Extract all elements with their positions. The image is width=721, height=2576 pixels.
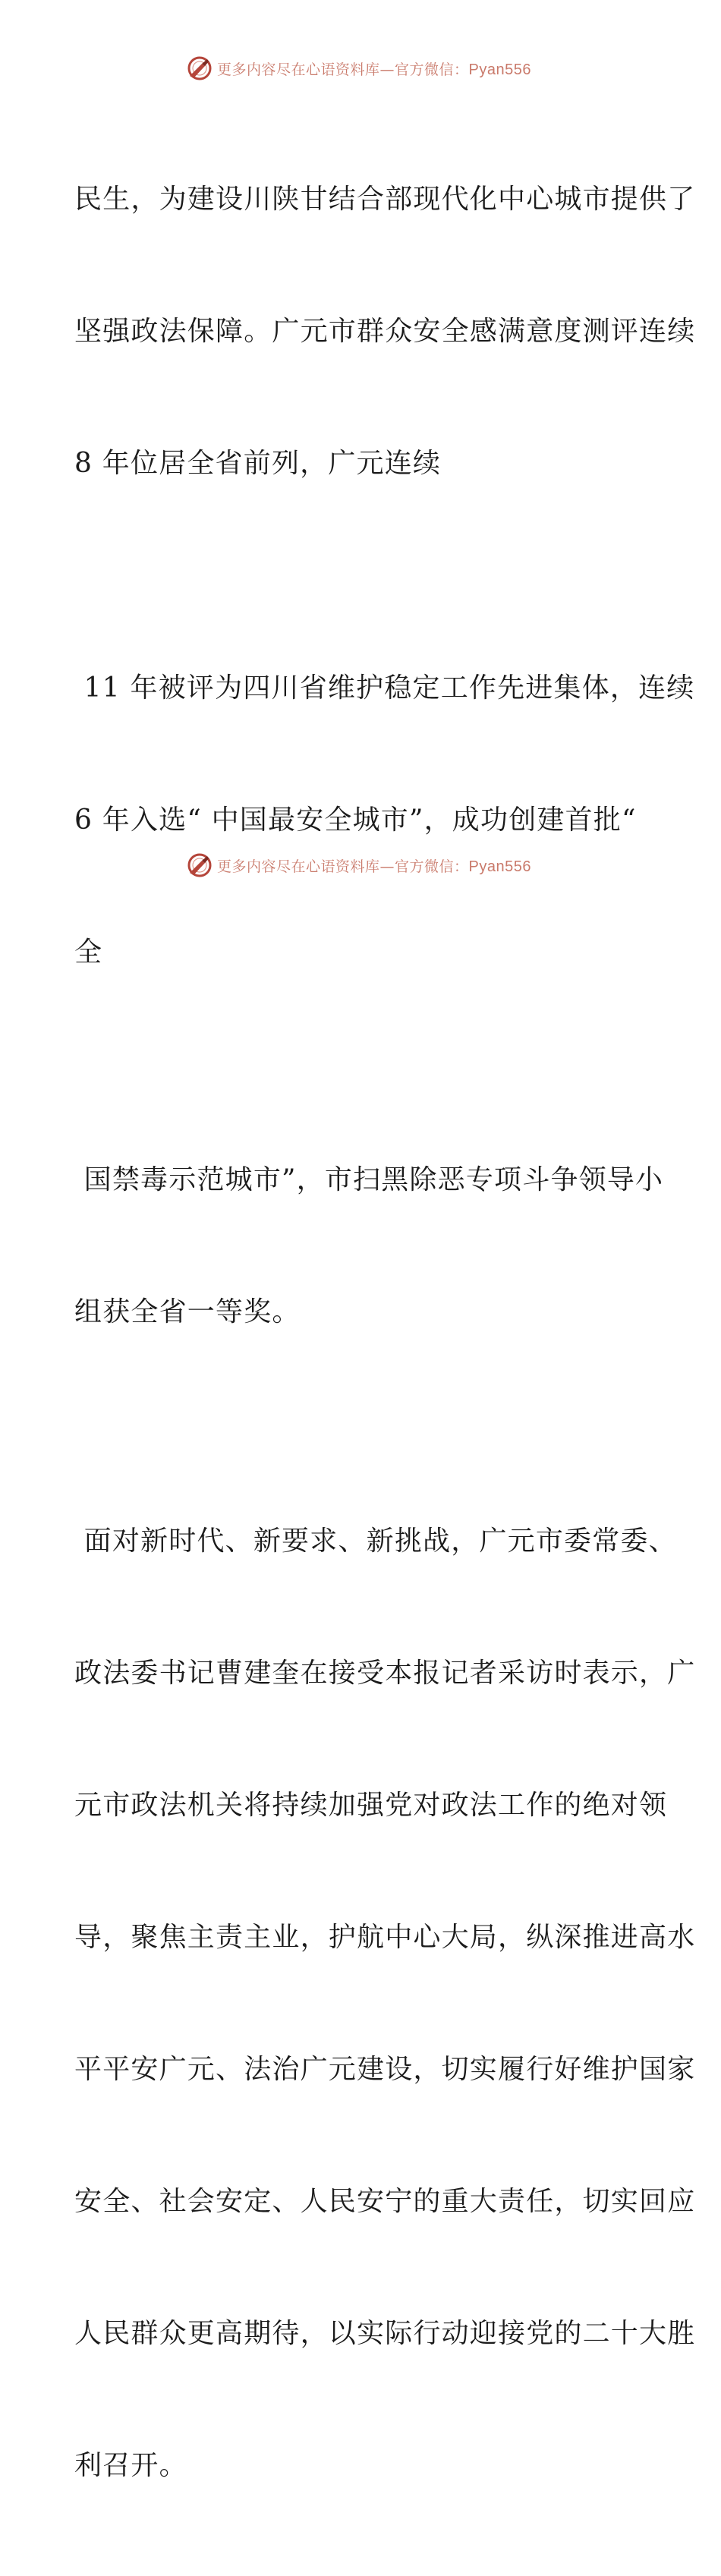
paragraph-2 bbox=[74, 578, 695, 1063]
watermark-text bbox=[217, 58, 531, 79]
text-line: 组获全省一等奖。 bbox=[74, 1296, 301, 1327]
paragraph-3 bbox=[74, 1070, 664, 1422]
text-line: 全 bbox=[74, 937, 103, 968]
text-line: 国禁毒示范城市”，市扫黑除恶专项斗争领导小 bbox=[74, 1164, 664, 1195]
watermark-text bbox=[217, 855, 531, 876]
watermark-label: 更多内容尽在心语资料库—官方微信： bbox=[217, 61, 469, 78]
text-line: 民生，为建设川陕甘结合部现代化中心城市提供了 bbox=[74, 184, 696, 215]
quill-seal-icon bbox=[187, 55, 213, 81]
text-line: 安全、社会安定、人民安宁的重大责任，切实回应 bbox=[74, 2186, 696, 2217]
header-watermark bbox=[187, 55, 531, 81]
document-body bbox=[74, 90, 696, 2576]
watermark-handle: Pyan556 bbox=[468, 61, 531, 78]
text-line: 平平安广元、法治广元建设，切实履行好维护国家 bbox=[74, 2054, 696, 2085]
text-line: 面对新时代、新要求、新挑战，广元市委常委、 bbox=[74, 1526, 677, 1557]
text-line: 元市政法机关将持续加强党对政法工作的绝对领 bbox=[74, 1790, 668, 1821]
quill-seal-icon bbox=[187, 852, 213, 878]
footer-watermark-banner bbox=[0, 850, 721, 880]
watermark-label: 更多内容尽在心语资料库—官方微信： bbox=[217, 858, 469, 875]
text-line: 导，聚焦主责主业，护航中心大局，纵深推进高水 bbox=[74, 1922, 696, 1953]
text-line: 坚强政法保障。广元市群众安全感满意度测评连续 bbox=[74, 316, 696, 347]
footer-watermark bbox=[187, 852, 531, 878]
text-line: 人民群众更高期待，以实际行动迎接党的二十大胜 bbox=[74, 2318, 696, 2349]
text-line: 8 年位居全省前列，广元连续 bbox=[74, 448, 442, 479]
paragraph-4 bbox=[74, 1431, 696, 2576]
text-line: 利召开。 bbox=[74, 2450, 187, 2481]
watermark-handle: Pyan556 bbox=[468, 858, 531, 875]
text-line: 政法委书记曹建奎在接受本报记者采访时表示，广 bbox=[74, 1658, 696, 1689]
paragraph-1 bbox=[74, 90, 696, 574]
text-line: 6 年入选“ 中国最安全城市”，成功创建首批“ bbox=[74, 805, 637, 836]
header-watermark-banner bbox=[0, 53, 721, 83]
text-line: 11 年被评为四川省维护稳定工作先进集体，连续 bbox=[74, 672, 695, 704]
